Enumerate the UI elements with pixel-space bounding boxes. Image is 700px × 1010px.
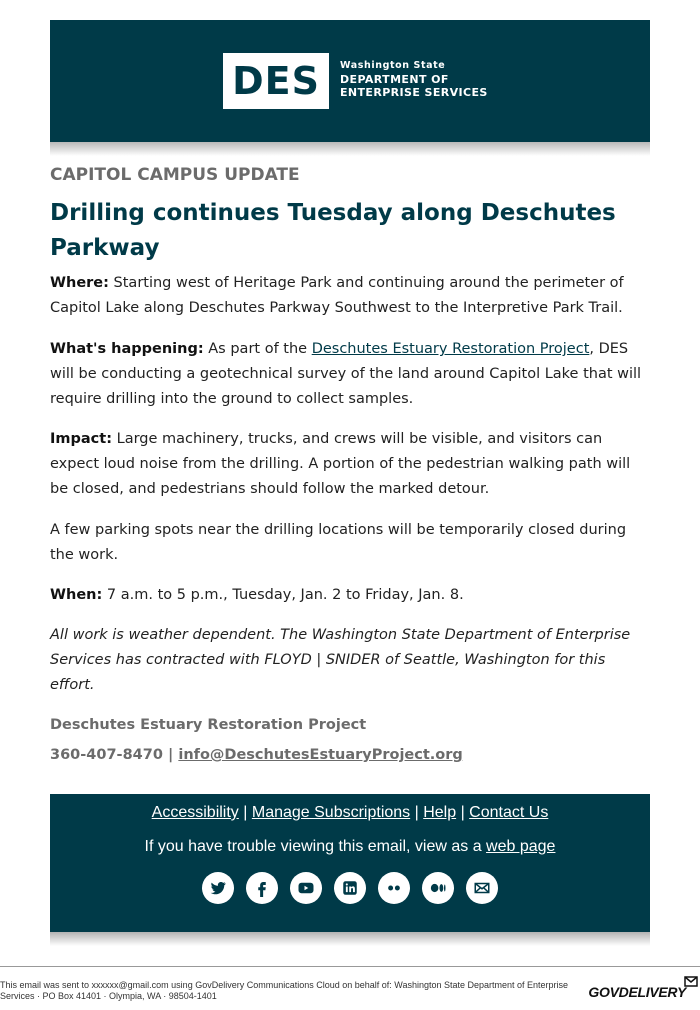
view-text: If you have trouble viewing this email, view as a	[144, 838, 487, 855]
when-paragraph	[50, 583, 650, 608]
org-name	[340, 60, 488, 99]
header-shadow	[50, 142, 650, 156]
when-text: 7 a.m. to 5 p.m., Tuesday, Jan. 2 to Friday, Jan. 8.	[102, 587, 464, 603]
medium-icon[interactable]	[422, 872, 454, 904]
happening-paragraph	[50, 337, 650, 412]
legal-notice: This email was sent to xxxxxx@gmail.com using GovDelivery Communications Cloud on behalf of: Washington State Department of Enterprise Services · PO Box 41401 · Olympia, WA · 98504-1401	[0, 980, 569, 1001]
govdelivery-envelope-icon	[684, 976, 698, 987]
footer-sep: |	[410, 804, 424, 821]
social-links	[50, 872, 650, 904]
twitter-icon[interactable]	[202, 872, 234, 904]
legal-divider	[0, 966, 700, 967]
eyebrow-label: CAPITOL CAMPUS UPDATE	[50, 165, 300, 185]
org-line2: DEPARTMENT OF	[340, 73, 449, 86]
happening-label: What's happening:	[50, 341, 204, 357]
impact-paragraph	[50, 427, 650, 502]
where-paragraph	[50, 271, 650, 321]
linkedin-icon[interactable]	[334, 872, 366, 904]
youtube-icon[interactable]	[290, 872, 322, 904]
contact-phone: 360-407-8470	[50, 747, 163, 763]
org-line3: ENTERPRISE SERVICES	[340, 86, 488, 99]
footer-links	[50, 804, 650, 822]
when-label: When:	[50, 587, 103, 603]
facebook-icon[interactable]	[246, 872, 278, 904]
view-as-webpage	[50, 838, 650, 856]
footer-sep: |	[456, 804, 470, 821]
where-text: Starting west of Heritage Park and continuing around the perimeter of Capitol Lake along Deschutes Parkway Southwest to the Interpretive Park Trail.	[50, 275, 624, 316]
contact-separator: |	[162, 747, 179, 763]
impact-label: Impact:	[50, 431, 112, 447]
disclaimer-paragraph: All work is weather dependent. The Washington State Department of Enterprise Services has contracted with FLOYD | SNIDER of Seattle, Washington for this effort.	[50, 627, 631, 693]
accessibility-link[interactable]: Accessibility	[151, 804, 239, 821]
contact-line	[50, 747, 463, 763]
help-link[interactable]: Help	[423, 804, 457, 821]
footer-sep: |	[238, 804, 252, 821]
happening-pre: As part of the	[203, 341, 312, 357]
contact-email-link[interactable]: info@DeschutesEstuaryProject.org	[178, 747, 463, 763]
restoration-project-link[interactable]: Deschutes Estuary Restoration Project	[311, 341, 590, 357]
org-line1: Washington State	[340, 60, 446, 71]
contact-name: Deschutes Estuary Restoration Project	[50, 717, 367, 733]
manage-subscriptions-link[interactable]: Manage Subscriptions	[251, 804, 411, 821]
where-label: Where:	[50, 275, 109, 291]
happening-post: , DES will be conducting a geotechnical survey of the land around Capitol Lake that will require drilling into the ground to collect samples.	[50, 341, 642, 407]
contact-us-link[interactable]: Contact Us	[469, 804, 549, 821]
email-footer	[50, 794, 650, 932]
impact-text: Large machinery, trucks, and crews will be visible, and visitors can expect loud noise from the drilling. A portion of the pedestrian walking path will be closed, and pedestrians should follow the marked detour.	[50, 431, 631, 497]
parking-paragraph: A few parking spots near the drilling locations will be temporarily closed during the work.	[50, 522, 627, 563]
page-title: Drilling continues Tuesday along Deschutes Parkway	[50, 200, 616, 261]
govdelivery-logo[interactable]: GOVDELIVERY	[588, 984, 686, 1000]
logo-mark: DES	[232, 59, 320, 103]
footer-shadow	[50, 932, 650, 946]
web-page-link[interactable]: web page	[486, 838, 556, 855]
flickr-icon[interactable]	[378, 872, 410, 904]
email-icon[interactable]	[466, 872, 498, 904]
des-logo	[223, 53, 329, 109]
email-header	[50, 20, 650, 142]
